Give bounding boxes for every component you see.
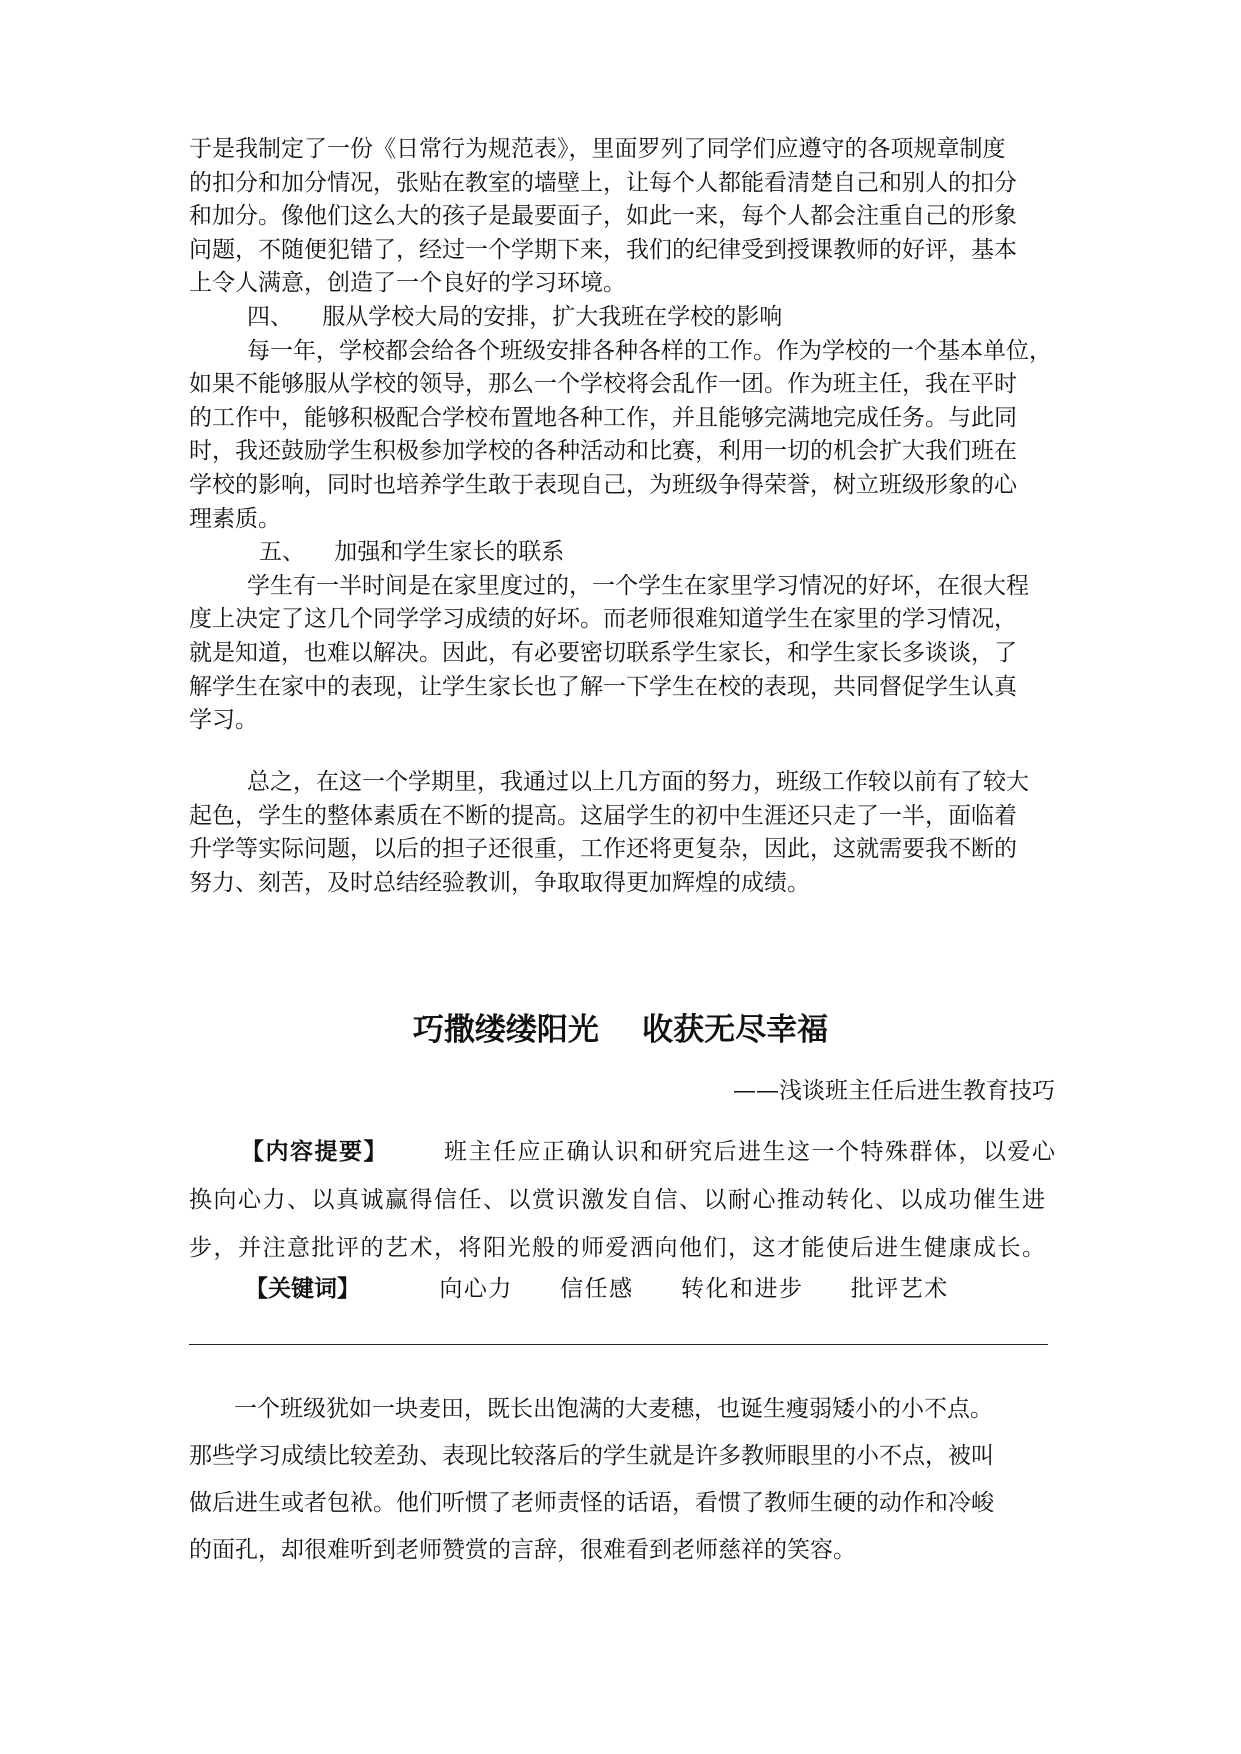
paragraph-line: 解学生在家中的表现，让学生家长也了解一下学生在校的表现，共同督促学生认真 xyxy=(189,673,1017,700)
paragraph-line: 于是我制定了一份《日常行为规范表》，里面罗列了同学们应遵守的各项规章制度 xyxy=(189,136,1006,162)
abstract-line: 班主任应正确认识和研究后进生这一个特殊群体，以爱心 xyxy=(444,1139,1057,1165)
paragraph-line: 就是知道，也难以解决。因此，有必要密切联系学生家长，和学生家长多谈谈，了 xyxy=(189,639,1017,666)
paragraph-line: 学生有一半时间是在家里度过的，一个学生在家里学习情况的好坏，在很大程 xyxy=(247,572,1029,599)
horizontal-divider xyxy=(189,1344,1048,1345)
section-heading-4: 四、 服从学校大局的安排，扩大我班在学校的影响 xyxy=(247,303,783,330)
article-body xyxy=(189,1386,1059,1574)
paragraph-line: 的扣分和加分情况，张贴在教室的墙壁上，让每个人都能看清楚自己和别人的扣分 xyxy=(189,169,1017,196)
keywords-row xyxy=(245,1272,989,1306)
section-heading-5: 五、 加强和学生家长的联系 xyxy=(259,539,565,566)
paragraph-line: 总之，在这一个学期里，我通过以上几方面的努力，班级工作较以前有了较大 xyxy=(247,769,1029,795)
abstract-label: 【内容提要】 xyxy=(241,1138,388,1165)
paragraph-line: 起色，学生的整体素质在不断的提高。这届学生的初中生涯还只走了一半，面临着 xyxy=(189,802,1017,829)
paragraph-line: 的面孔，却很难听到老师赞赏的言辞，很难看到老师慈祥的笑容。 xyxy=(189,1537,856,1563)
paragraph-line: 的工作中，能够积极配合学校布置地各种工作，并且能够完满地完成任务。与此同 xyxy=(189,404,1017,431)
article-subtitle: ——浅谈班主任后进生教育技巧 xyxy=(733,1078,1055,1104)
paragraph-line: 努力、刻苦，及时总结经验教训，争取取得更加辉煌的成绩。 xyxy=(189,869,810,896)
paragraph-line: 理素质。 xyxy=(189,505,281,532)
paragraph-line: 做后进生或者包袱。他们听惯了老师责怪的话语，看惯了教师生硬的动作和冷峻 xyxy=(189,1490,994,1516)
section-discipline xyxy=(189,133,1059,738)
abstract-line: 换向心力、以真诚赢得信任、以赏识激发自信、以耐心推动转化、以成功催生进 xyxy=(189,1187,1047,1213)
paragraph-line: 学习。 xyxy=(189,707,258,734)
keyword: 批评艺术 xyxy=(850,1276,949,1302)
section-conclusion xyxy=(189,766,1059,900)
paragraph-line: 和加分。像他们这么大的孩子是最要面子，如此一来，每个人都会注重自己的形象 xyxy=(189,203,1017,230)
paragraph-line: 升学等实际问题，以后的担子还很重，工作还将更复杂，因此，这就需要我不断的 xyxy=(189,836,1017,863)
article-title: 巧撒缕缕阳光 收获无尽幸福 xyxy=(412,1012,829,1048)
paragraph-line: 那些学习成绩比较差劲、表现比较落后的学生就是许多教师眼里的小不点，被叫 xyxy=(189,1443,994,1469)
abstract xyxy=(189,1128,1069,1272)
keyword: 转化和进步 xyxy=(680,1276,804,1302)
paragraph-line: 一个班级犹如一块麦田，既长出饱满的大麦穗，也诞生瘦弱矮小的小不点。 xyxy=(234,1396,993,1422)
keyword: 信任感 xyxy=(560,1276,634,1302)
paragraph-line: 如果不能够服从学校的领导，那么一个学校将会乱作一团。作为班主任，我在平时 xyxy=(189,371,1017,398)
keyword: 向心力 xyxy=(439,1276,513,1302)
paragraph-line: 每一年，学校都会给各个班级安排各种各样的工作。作为学校的一个基本单位， xyxy=(247,337,1052,364)
paragraph-line: 上令人满意，创造了一个良好的学习环境。 xyxy=(189,270,626,297)
paragraph-line: 度上决定了这几个同学学习成绩的好坏。而老师很难知道学生在家里的学习情况， xyxy=(189,606,1017,633)
paragraph-line: 时，我还鼓励学生积极参加学校的各种活动和比赛，利用一切的机会扩大我们班在 xyxy=(189,438,1017,465)
abstract-line: 步，并注意批评的艺术，将阳光般的师爱洒向他们，这才能使后进生健康成长。 xyxy=(189,1235,1047,1261)
paragraph-line: 问题，不随便犯错了，经过一个学期下来，我们的纪律受到授课教师的好评，基本 xyxy=(189,236,1017,263)
keywords-label: 【关键词】 xyxy=(245,1275,360,1302)
paragraph-line: 学校的影响，同时也培养学生敢于表现自己，为班级争得荣誉，树立班级形象的心 xyxy=(189,471,1017,498)
